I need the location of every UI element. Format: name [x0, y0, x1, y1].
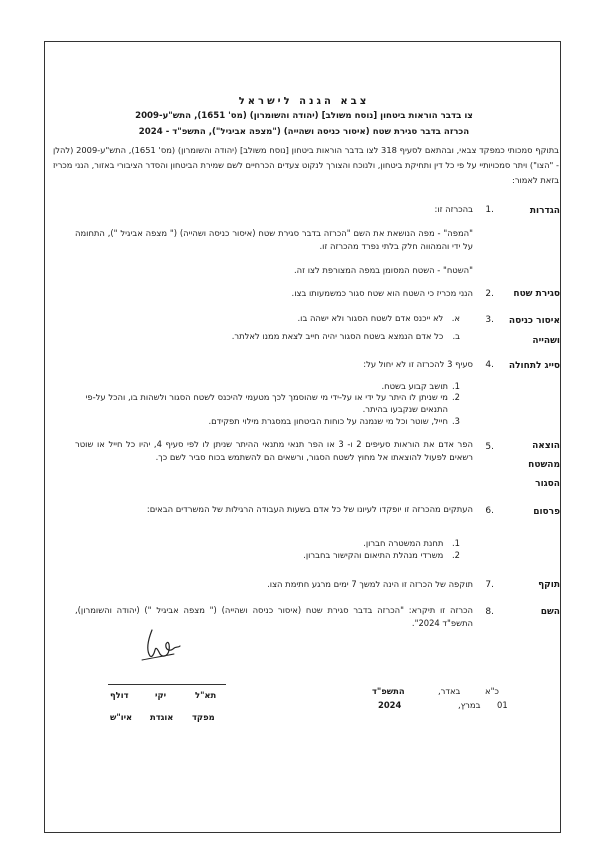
section-3-item-b: [74, 330, 460, 342]
signatory-first-name: יקי: [155, 690, 167, 700]
item-number: 1.: [451, 381, 460, 391]
preamble: בתוקף סמכותי כמפקד צבאי, ובהתאם לסעיף 318 לצו בדבר הוראות ביטחון [נוסח משולב] (יהודה והשומרון) (מס' 1651), התש"ע-2009 (להלן - "הצו") ויתר סמכויותיי על פי כל דין ותחיקת ביטחון, ולנוכח והצורך לנקוט צעדים הכרחיים לשם שמירת הביטחון והסדר הציבורי באזור, הנני מכריז בזאת לאמור:: [53, 145, 559, 185]
section-4-lead: סעיף 3 להכרזה זו לא יחול על:: [363, 359, 473, 369]
date-hebrew-year: התשפ"ד: [372, 686, 405, 696]
section-1-def-area: "השטח" - השטח המסומן במפה המצורפת לצו זה.: [294, 265, 473, 275]
signatory-last-name: דולף: [110, 690, 129, 700]
section-1-title: הגדרות: [529, 206, 560, 216]
org-title: צבא הגנה לישראל: [238, 96, 370, 107]
item-number: 2.: [451, 392, 460, 402]
item-text: כל אדם הנמצא בשטח הסגור יהיה חייב לצאת ממנו לאלתר.: [231, 331, 444, 341]
signature-line: [108, 684, 226, 685]
date-hebrew-month: באדר,: [438, 686, 461, 696]
section-7-title: תוקף: [538, 580, 560, 590]
section-4-item-2: [70, 391, 460, 415]
section-7-num: 7.: [485, 580, 494, 590]
order-title: צו בדבר הוראות ביטחון [נוסח משולב] (יהודה והשומרון) (מס' 1651), התש"ע-2009: [135, 111, 473, 121]
section-7-text: תוקפה של הכרזה זו הינה למשך 7 ימים מרגע חתימת הצו.: [267, 579, 473, 589]
section-5-text: הפר אדם את הוראות סעיפים 2 ו- 3 או הפר תנאי מתנאי ההיתר שניתן לו לפי סעיף 4, יהיו כל חייל או שוטר רשאים לפעול להוצאתו אל מחוץ לשטח הסגור, ורשאים הם להשתמש בכוח סביר לשם כך.: [75, 439, 473, 462]
section-4-num: 4.: [485, 360, 494, 370]
item-number: 2.: [451, 550, 460, 560]
date-greg-day: 01: [497, 700, 508, 710]
item-text: משרדי מנהלת התיאום והקישור בחברון.: [303, 550, 444, 560]
section-1-def-map: "המפה" - מפה הנושאת את השם "הכרזה בדבר סגירת שטח (איסור כניסה ושהייה) (" מצפה אביגיל "), התחומה על ידי והמהווה חלק בלתי נפרד מהכרזה זו.: [75, 228, 473, 251]
section-6-item-1: [74, 537, 460, 549]
item-text: לא ייכנס אדם לשטח הסגור ולא ישהה בו.: [297, 313, 444, 323]
section-4-title: סייג לתחולה: [508, 361, 560, 371]
item-number: 1.: [451, 538, 460, 548]
section-5-title-line1: הוצאה: [532, 441, 560, 451]
section-1-num: 1.: [485, 205, 494, 215]
declaration-title: הכרזה בדבר סגירת שטח (איסור כניסה ושהייה) ("מצפה אביגיל"), התשפ"ד - 2024: [138, 127, 470, 137]
section-5-title-line2: מהשטח: [528, 460, 560, 470]
section-3-num: 3.: [485, 315, 494, 325]
section-8-text: הכרזה זו תיקרא: "הכרזה בדבר סגירת שטח (איסור כניסה ושהייה) (" מצפה אביגיל ") (יהודה והשומרון), התשפ"ד 2024".: [75, 605, 473, 628]
item-text: תושב קבוע בשטח.: [381, 381, 448, 391]
section-2-title: סגירת שטח: [513, 289, 560, 299]
section-8-num: 8.: [485, 607, 494, 617]
section-3-item-a: [74, 312, 460, 324]
signatory-role-1: מפקד: [192, 712, 215, 722]
item-number: 3.: [451, 416, 460, 426]
section-6-item-2: [74, 549, 460, 561]
section-3-title-line1: איסור כניסה: [508, 316, 560, 326]
date-greg-month: במרץ,: [458, 700, 481, 710]
section-6-lead: העתקים מהכרזה זו יופקדו לעיונו של כל אדם בשעות העבודה הרגילות של המשרדים הבאים:: [146, 504, 473, 514]
section-5-num: 5.: [485, 442, 494, 452]
section-4-item-3: [70, 415, 460, 427]
item-text: חייל, שוטר וכל מי שנמנה על כוחות הביטחון במסגרת מילוי תפקידם.: [208, 416, 448, 426]
item-number: א.: [451, 313, 460, 323]
signatory-role-2: אוגדת: [150, 712, 174, 722]
section-1-lead: בהכרזה זו:: [434, 204, 473, 214]
item-number: ב.: [452, 331, 460, 341]
signatory-role-3: איו"ש: [110, 712, 133, 722]
handwritten-signature: [138, 616, 188, 666]
section-5-title-line3: הסגור: [535, 479, 560, 489]
section-3-title-line2: ושהייה: [532, 336, 560, 346]
item-text: מי שניתן לו היתר על ידי או על-ידי מי שהוסמך לכך מטעמי להיכנס לשטח הסגור ולשהות בו, והכל על-פי התנאים שנקבעו בהיתר.: [85, 392, 448, 414]
date-hebrew-day: כ"א: [485, 686, 499, 696]
date-greg-year: 2024: [378, 700, 402, 710]
section-8-title: השם: [540, 607, 560, 617]
item-text: תחנת המשטרה חברון.: [363, 538, 444, 548]
section-2-num: 2.: [485, 289, 494, 299]
section-6-title: פרסום: [533, 507, 560, 517]
signatory-rank: תא"ל: [195, 690, 217, 700]
section-2-text: הנני מכריז כי השטח הוא שטח סגור כמשמעותו בצו.: [291, 288, 473, 298]
section-6-num: 6.: [485, 506, 494, 516]
